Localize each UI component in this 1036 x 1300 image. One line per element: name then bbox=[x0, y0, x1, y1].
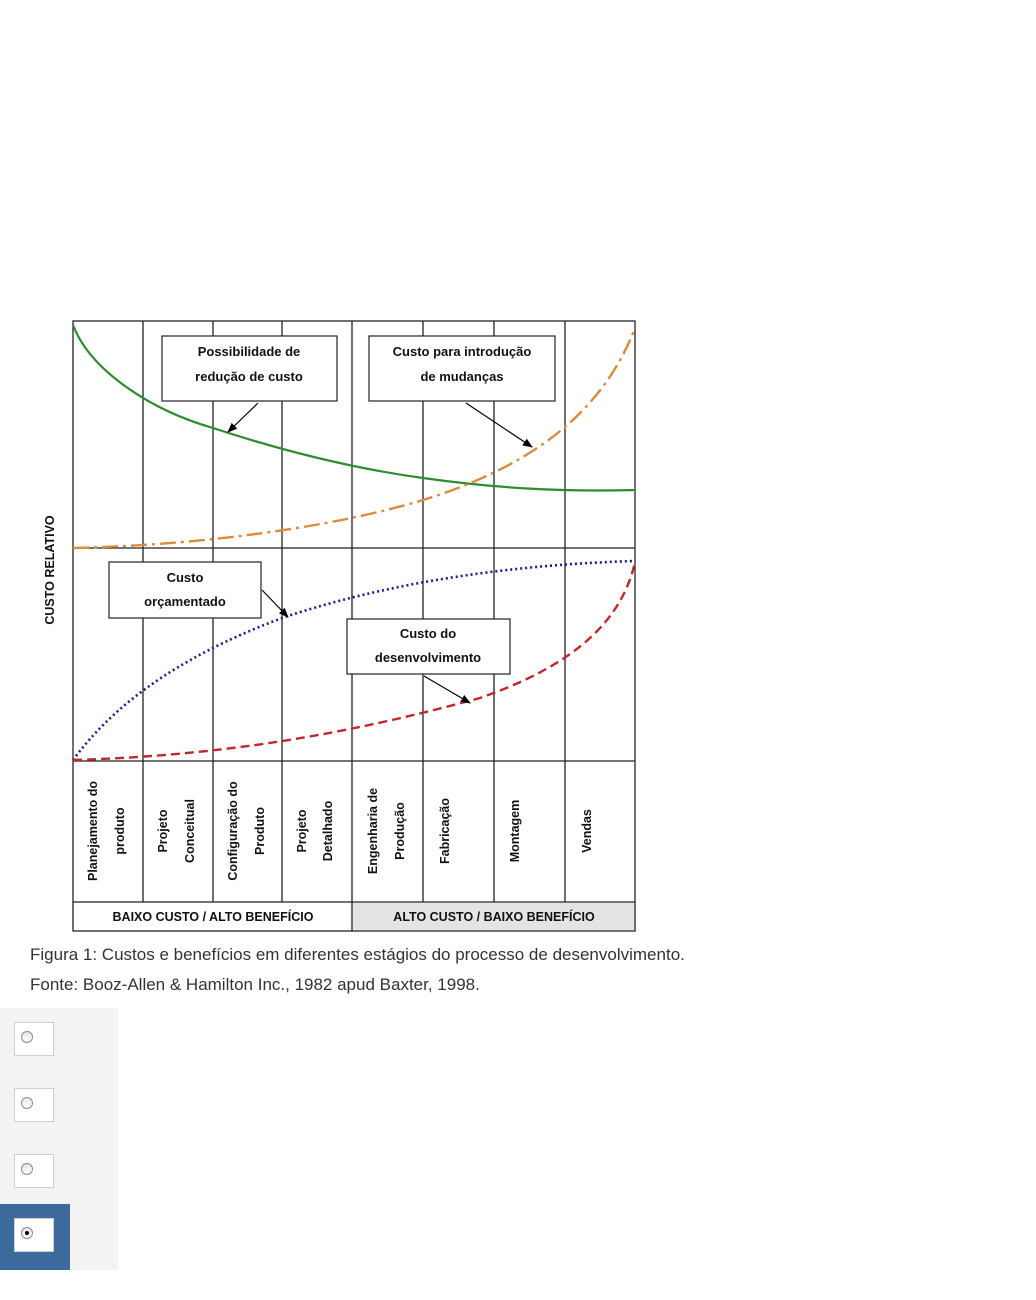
callout-orcado bbox=[109, 562, 261, 618]
answer-option-3[interactable] bbox=[0, 1140, 118, 1206]
svg-text:Custo: Custo bbox=[166, 570, 204, 585]
answer-option-4[interactable] bbox=[0, 1204, 118, 1270]
arrow-mudancas bbox=[466, 403, 532, 447]
figure-caption: Figura 1: Custos e benefícios em diferentes estágios do processo de desenvolvimento. bbox=[30, 945, 685, 964]
stage-8-line1: Vendas bbox=[580, 809, 594, 853]
radio-box[interactable] bbox=[14, 1218, 54, 1252]
radio-icon[interactable] bbox=[21, 1163, 33, 1175]
arrow-orcado bbox=[262, 590, 288, 617]
stage-2-line2: Conceitual bbox=[183, 799, 197, 863]
stage-5-line1: Engenharia de bbox=[366, 787, 380, 875]
yaxis-label: CUSTO RELATIVO bbox=[43, 515, 57, 625]
stage-4-line2: Detalhado bbox=[321, 800, 335, 862]
figure-source: Fonte: Booz-Allen & Hamilton Inc., 1982 apud Baxter, 1998. bbox=[30, 975, 480, 994]
radio-selected-icon[interactable] bbox=[21, 1227, 33, 1239]
band-right-label: ALTO CUSTO / BAIXO BENEFÍCIO bbox=[393, 910, 595, 924]
radio-icon[interactable] bbox=[21, 1097, 33, 1109]
svg-text:de mudanças: de mudanças bbox=[420, 369, 504, 384]
stage-7-line1: Montagem bbox=[508, 799, 522, 863]
radio-box[interactable] bbox=[14, 1154, 54, 1188]
arrow-desenvolvimento bbox=[424, 676, 470, 703]
svg-text:desenvolvimento: desenvolvimento bbox=[374, 650, 482, 665]
stage-labels bbox=[86, 781, 594, 881]
stage-2-line1: Projeto bbox=[156, 809, 170, 853]
callout-reducao bbox=[162, 336, 337, 401]
stage-6-line1: Fabricação bbox=[438, 797, 452, 865]
svg-text:orçamentado: orçamentado bbox=[144, 594, 226, 609]
svg-text:Custo para introdução: Custo para introdução bbox=[392, 344, 532, 359]
answer-options-panel bbox=[0, 1008, 118, 1270]
callout-desenvolvimento bbox=[347, 619, 510, 674]
radio-icon[interactable] bbox=[21, 1031, 33, 1043]
stage-3-line1: Configuração do bbox=[226, 781, 240, 881]
svg-text:redução de custo: redução de custo bbox=[195, 369, 303, 384]
svg-text:Possibilidade de: Possibilidade de bbox=[197, 344, 301, 359]
stage-4-line1: Projeto bbox=[295, 809, 309, 853]
stage-1-line1: Planejamento do bbox=[86, 780, 100, 882]
stage-5-line2: Produção bbox=[393, 802, 407, 860]
answer-option-2[interactable] bbox=[0, 1074, 118, 1140]
callout-mudancas bbox=[369, 336, 555, 401]
svg-text:Custo do: Custo do bbox=[399, 626, 457, 641]
stage-3-line2: Produto bbox=[253, 807, 267, 855]
stage-1-line2: produto bbox=[113, 807, 127, 855]
answer-option-1[interactable] bbox=[0, 1008, 118, 1074]
band-left-label: BAIXO CUSTO / ALTO BENEFÍCIO bbox=[112, 910, 314, 924]
radio-box[interactable] bbox=[14, 1022, 54, 1056]
arrow-reducao bbox=[228, 403, 258, 432]
radio-box[interactable] bbox=[14, 1088, 54, 1122]
